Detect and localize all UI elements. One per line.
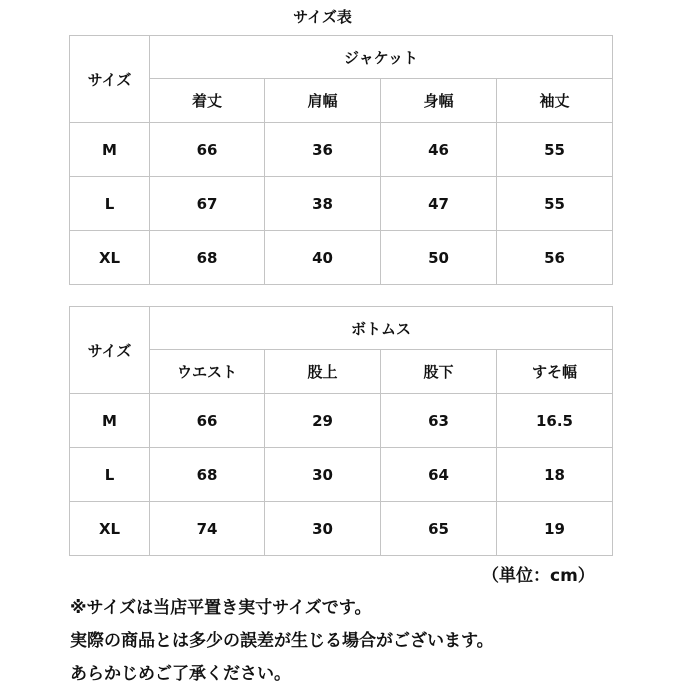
value-cell: 30 [265, 448, 381, 502]
table-row [70, 231, 613, 285]
value-cell: 38 [265, 177, 381, 231]
value-cell: 66 [150, 394, 265, 448]
value-cell: 74 [150, 502, 265, 556]
value-cell: 55 [497, 123, 613, 177]
value-cell: 64 [381, 448, 497, 502]
table-row [70, 448, 613, 502]
value-cell: 65 [381, 502, 497, 556]
size-cell: XL [70, 231, 150, 285]
table-row [70, 502, 613, 556]
column-header: すそ幅 [497, 350, 613, 394]
column-header: 股下 [381, 350, 497, 394]
column-header: 身幅 [381, 79, 497, 123]
column-header: 肩幅 [265, 79, 381, 123]
jacket-size-table [69, 35, 613, 285]
value-cell: 29 [265, 394, 381, 448]
size-header-cell: サイズ [70, 307, 150, 394]
bottoms-group-header: ボトムス [150, 307, 613, 350]
note-line: ※サイズは当店平置き実寸サイズです。 [70, 598, 372, 618]
column-header: ウエスト [150, 350, 265, 394]
value-cell: 56 [497, 231, 613, 285]
value-cell: 30 [265, 502, 381, 556]
size-cell: M [70, 123, 150, 177]
column-header: 着丈 [150, 79, 265, 123]
table-row [70, 123, 613, 177]
value-cell: 18 [497, 448, 613, 502]
value-cell: 55 [497, 177, 613, 231]
table-row [70, 177, 613, 231]
note-line: 実際の商品とは多少の誤差が生じる場合がございます。 [70, 631, 494, 651]
value-cell: 66 [150, 123, 265, 177]
value-cell: 68 [150, 231, 265, 285]
value-cell: 47 [381, 177, 497, 231]
column-header: 袖丈 [497, 79, 613, 123]
size-cell: L [70, 448, 150, 502]
value-cell: 36 [265, 123, 381, 177]
value-cell: 67 [150, 177, 265, 231]
value-cell: 68 [150, 448, 265, 502]
table-row [70, 394, 613, 448]
value-cell: 46 [381, 123, 497, 177]
value-cell: 63 [381, 394, 497, 448]
size-cell: XL [70, 502, 150, 556]
value-cell: 19 [497, 502, 613, 556]
value-cell: 50 [381, 231, 497, 285]
size-chart-title: サイズ表 [293, 8, 352, 26]
value-cell: 16.5 [497, 394, 613, 448]
note-line: あらかじめご了承ください。 [70, 664, 291, 684]
bottoms-size-table [69, 306, 613, 556]
notes [70, 596, 494, 695]
value-cell: 40 [265, 231, 381, 285]
size-cell: L [70, 177, 150, 231]
unit-label: （単位：cm） [482, 566, 595, 586]
column-header: 股上 [265, 350, 381, 394]
size-cell: M [70, 394, 150, 448]
jacket-group-header: ジャケット [150, 36, 613, 79]
size-header-cell: サイズ [70, 36, 150, 123]
